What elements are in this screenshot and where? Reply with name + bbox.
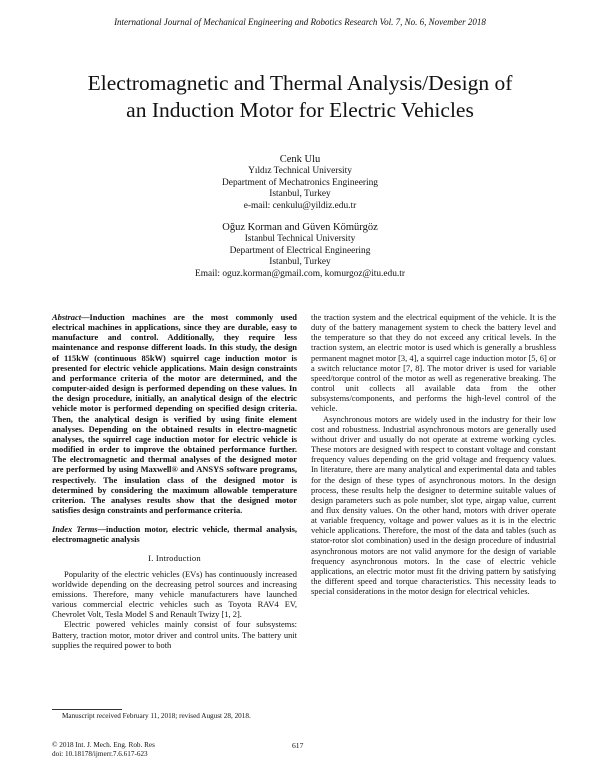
body-paragraph: the traction system and the electrical equipment of the vehicle. It is the duty of the battery management system to check the battery level and the temperature so that they do not exceed any critical levels. In the traction system, an electric motor is used which is generally a brushless permanent magnet motor [3, 4], a squirrel cage induction motor [5, 6] or a switch reluctance motor [7, 8]. The motor driver is used for variable speed/torque control of the motor as well as regenerative breaking. The control unit collects all available data from the other subsystems/components, and performs the high-level control of the vehicle. bbox=[311, 312, 556, 414]
abstract-label: Abstract bbox=[52, 312, 82, 322]
author-affiliation: Yıldız Technical University bbox=[248, 166, 352, 176]
section-heading-introduction: I. Introduction bbox=[148, 553, 201, 564]
author-department: Department of Mechatronics Engineering bbox=[222, 177, 378, 188]
manuscript-footnote: Manuscript received February 11, 2018; revised August 28, 2018. bbox=[62, 712, 251, 720]
footer-citation bbox=[52, 741, 155, 759]
index-terms-text: —induction motor, electric vehicle, thermal analysis, electromagnetic analysis bbox=[52, 524, 297, 545]
author-affiliation: Istanbul Technical University bbox=[244, 234, 356, 244]
title-line-1: Electromagnetic and Thermal Analysis/Design of bbox=[87, 71, 513, 95]
author-location: Istanbul, Turkey bbox=[269, 257, 331, 267]
abstract bbox=[52, 312, 297, 515]
index-terms bbox=[52, 524, 297, 544]
footer-doi[interactable]: doi: 10.18178/ijmerr.7.6.617-623 bbox=[52, 750, 148, 758]
intro-paragraph: Electric powered vehicles mainly consist of four subsystems: Battery, traction motor, motor driver and control units. The battery unit supplies the required power to both bbox=[52, 619, 297, 650]
page-number: 617 bbox=[292, 741, 304, 750]
author-email[interactable]: e-mail: cenkulu@yildiz.edu.tr bbox=[243, 200, 357, 211]
left-column bbox=[52, 312, 297, 650]
right-column bbox=[311, 312, 556, 596]
footnote-divider bbox=[52, 709, 122, 710]
author-email[interactable]: Email: oguz.korman@gmail.com, komurgoz@itu.edu.tr bbox=[194, 268, 406, 279]
index-terms-label: Index Terms bbox=[52, 524, 98, 535]
author-name: Oğuz Korman and Güven Kömürgöz bbox=[222, 222, 378, 233]
body-paragraph: Asynchronous motors are widely used in the industry for their low cost and robustness. Industrial asynchronous motors are generally used without driver and usually do not operate at extreme working cycles. These motors are designed with respect to constant voltage and constant frequency values depending on the grid voltage and frequency values. In literature, there are many analytical and experimental data and tables for the design of these types of asynchronous motors. In the design process, these results help the designer to determine suitable values of design parameters such as pole number, slot type, airgap value, current and flux density values. On the other hand, motors with driver operate at variable frequency, voltage and power values as it is in the electric vehicle applications. Therefore, the most of the data and tables (such as stator-rotor slot combination) used in the design procedure of industrial asynchronous motors are not valid anymore for the design of variable frequency asynchronous motors. In the case of electric vehicle applications, an electric motor must fit the driving pattern by satisfying the different speed and torque characteristics. This necessity leads to special considerations in the motor design for electrical vehicles. bbox=[311, 413, 556, 597]
author-department: Department of Electrical Engineering bbox=[229, 245, 371, 256]
paper-title bbox=[30, 70, 570, 124]
author-block-1 bbox=[0, 153, 600, 212]
footer-copyright: © 2018 Int. J. Mech. Eng. Rob. Res bbox=[52, 741, 155, 749]
author-name: Cenk Ulu bbox=[279, 154, 321, 165]
intro-paragraph: Popularity of the electric vehicles (EVs) has continuously increased worldwide depending on the decreasing petrol sources and increasing emissions. Therefore, many vehicle manufacturers have launched various commercial electric vehicles such as Toyota RAV4 EV, Chevrolet Volt, Tesla Model S and Renault Twizy [1, 2]. bbox=[52, 568, 297, 620]
author-block-2 bbox=[0, 221, 600, 280]
journal-header: International Journal of Mechanical Engineering and Robotics Research Vol. 7, No. 6, November 2018 bbox=[114, 17, 486, 27]
title-line-2: an Induction Motor for Electric Vehicles bbox=[126, 98, 474, 122]
abstract-text: —Induction machines are the most commonly used electrical machines in applications, since they are durable, easy to manufacture and control. Additionally, they require less maintenance and response different loads. In this study, the design of 115kW (continuous 85kW) squirrel cage induction motor is presented for electric vehicle applications. Main design constraints and performance criteria of the motor are determined, and the computer-aided design is performed depending on these values. In the design procedure, initially, an analytical design of the electric vehicle motor is performed depending on specified design criteria. Then, the analytical design is verified by using finite element analyses. Depending on the obtained results in electro-magnetic analyses, the squirrel cage induction motor for electric vehicle is modified in order to improve the obtained performance further. The electromagnetic and thermal analyses of the designed motor are performed by using Maxwell® and ANSYS software programs, respectively. The insulation class of the designed motor is determined by considering the maximum allowable temperature criterion. The analyses results show that the designed motor satisfies design constraints and performance criteria. bbox=[52, 312, 297, 515]
author-location: Istanbul, Turkey bbox=[269, 189, 331, 199]
